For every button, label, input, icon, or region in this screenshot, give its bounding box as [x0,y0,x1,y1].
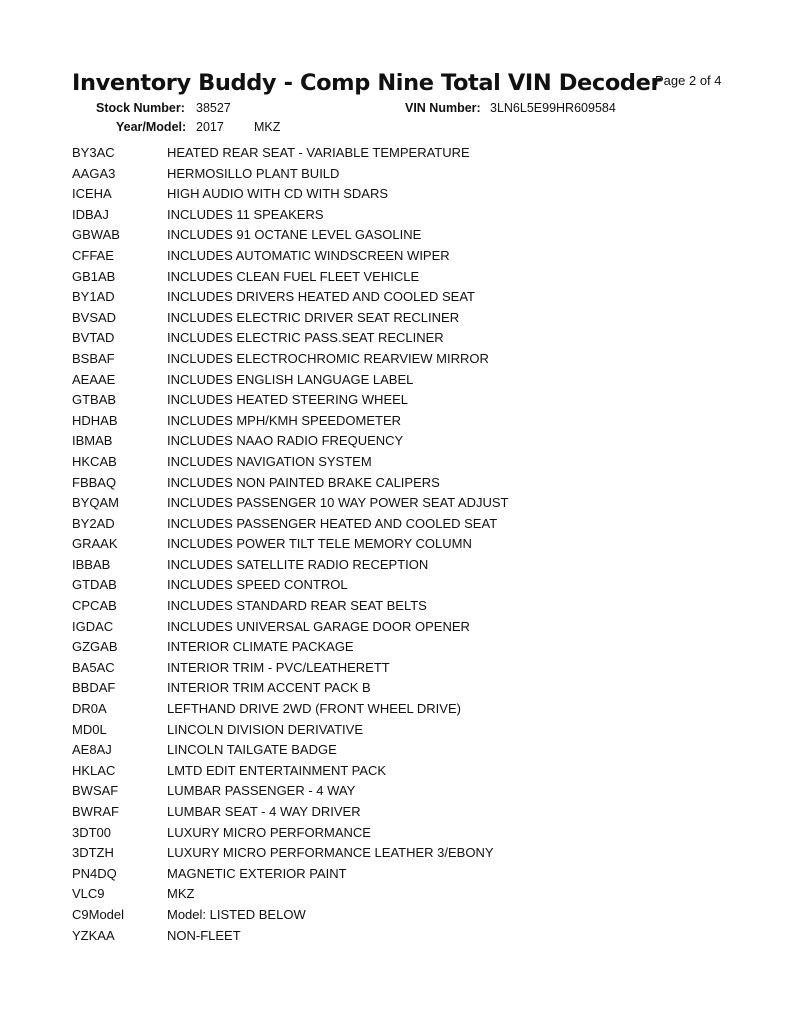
option-code: GZGAB [72,639,118,655]
option-description: INCLUDES NAAO RADIO FREQUENCY [167,433,404,449]
option-code: HKCAB [72,453,117,469]
option-code: HDHAB [72,412,118,428]
option-description: LUMBAR SEAT - 4 WAY DRIVER [167,804,361,819]
option-description: INCLUDES 11 SPEAKERS [167,206,324,222]
option-code: YZKAA [72,927,115,943]
option-description: INCLUDES NAVIGATION SYSTEM [167,453,372,469]
option-row [72,144,772,165]
option-row [72,432,772,453]
option-row [72,515,772,536]
option-description: LUXURY MICRO PERFORMANCE [167,824,371,840]
option-code: GBWAB [72,227,120,243]
option-description: INTERIOR TRIM ACCENT PACK B [167,680,371,696]
option-code: BSBAF [72,350,115,366]
option-description: INCLUDES CLEAN FUEL FLEET VEHICLE [167,268,420,284]
option-code: GTBAB [72,392,117,408]
option-description: LUXURY MICRO PERFORMANCE LEATHER 3/EBONY [167,845,494,861]
option-description: INCLUDES SPEED CONTROL [167,577,348,593]
option-row [72,556,772,577]
option-row [72,741,772,762]
option-description: INCLUDES STANDARD REAR SEAT BELTS [167,598,427,614]
option-row [72,782,772,803]
option-code: BYQAM [72,495,119,511]
option-code: PN4DQ [72,865,117,881]
option-code: 3DT00 [72,824,112,840]
option-description: LEFTHAND DRIVE 2WD (FRONT WHEEL DRIVE) [167,701,461,717]
option-code: IBBAB [72,556,111,572]
option-code: BBDAF [72,680,116,696]
option-code: C9Model [72,906,125,922]
option-description: LINCOLN DIVISION DERIVATIVE [167,721,364,737]
option-row [72,865,772,886]
option-row [72,350,772,371]
option-code: BWRAF [72,804,119,819]
option-description: INCLUDES AUTOMATIC WINDSCREEN WIPER [167,247,450,263]
vin-number-label: VIN Number: [405,101,481,115]
option-code: IBMAB [72,433,113,449]
option-description: Model: LISTED BELOW [167,906,306,922]
option-row [72,824,772,845]
option-code-list [72,144,772,947]
option-code: BVSAD [72,309,117,325]
option-code: CPCAB [72,598,117,614]
option-code: IDBAJ [72,206,109,222]
option-code: GRAAK [72,536,118,552]
option-description: MAGNETIC EXTERIOR PAINT [167,865,347,881]
option-row [72,927,772,948]
option-description: INCLUDES ELECTRIC PASS.SEAT RECLINER [167,330,444,346]
option-row [72,844,772,865]
option-code: IGDAC [72,618,114,634]
option-code: GB1AB [72,268,116,284]
option-row [72,638,772,659]
option-description: INTERIOR TRIM - PVC/LEATHERETT [167,659,390,675]
option-row [72,597,772,618]
option-description: NON-FLEET [167,927,241,943]
option-row [72,268,772,289]
option-row [72,700,772,721]
option-row [72,226,772,247]
option-code: 3DTZH [72,845,114,861]
option-code: HKLAC [72,762,116,778]
option-row [72,494,772,515]
option-code: BY1AD [72,289,115,305]
vin-number [405,101,616,115]
option-row [72,906,772,927]
option-description: INCLUDES ENGLISH LANGUAGE LABEL [167,371,414,387]
option-row [72,329,772,350]
option-row [72,453,772,474]
option-code: VLC9 [72,886,105,902]
stock-number-label: Stock Number: [96,101,185,115]
option-code: ICEHA [72,186,112,202]
vin-number-value: 3LN6L5E99HR609584 [490,101,616,115]
option-row [72,288,772,309]
option-row [72,371,772,392]
option-code: AEAAE [72,371,116,387]
option-code: BVTAD [72,330,115,346]
option-description: INCLUDES 91 OCTANE LEVEL GASOLINE [167,227,422,243]
option-code: GTDAB [72,577,117,593]
option-row [72,762,772,783]
option-description: INCLUDES ELECTROCHROMIC REARVIEW MIRROR [167,350,489,366]
option-code: DR0A [72,701,107,717]
option-row [72,474,772,495]
stock-number-value: 38527 [196,101,231,115]
option-description: INCLUDES PASSENGER 10 WAY POWER SEAT ADJUST [167,495,509,511]
option-row [72,412,772,433]
option-code: CFFAE [72,247,114,263]
option-description: HIGH AUDIO WITH CD WITH SDARS [167,186,388,202]
option-description: INTERIOR CLIMATE PACKAGE [167,639,354,655]
option-row [72,391,772,412]
option-row [72,165,772,186]
option-code: BWSAF [72,783,119,799]
year-model [116,120,281,134]
option-code: BY3AC [72,145,115,160]
option-code: AE8AJ [72,742,112,758]
option-code: BA5AC [72,659,115,675]
option-description: HERMOSILLO PLANT BUILD [167,165,340,181]
option-description: INCLUDES PASSENGER HEATED AND COOLED SEAT [167,515,498,531]
stock-number [96,101,231,115]
option-description: INCLUDES MPH/KMH SPEEDOMETER [167,412,402,428]
option-description: INCLUDES SATELLITE RADIO RECEPTION [167,556,429,572]
option-description: LINCOLN TAILGATE BADGE [167,742,337,758]
option-row [72,659,772,680]
year-value: 2017 [196,120,224,134]
option-description: HEATED REAR SEAT - VARIABLE TEMPERATURE [167,145,470,160]
option-description: INCLUDES POWER TILT TELE MEMORY COLUMN [167,536,472,552]
year-model-label: Year/Model: [116,120,187,134]
option-row [72,576,772,597]
option-description: LUMBAR PASSENGER - 4 WAY [167,783,356,799]
option-row [72,206,772,227]
option-description: LMTD EDIT ENTERTAINMENT PACK [167,762,387,778]
option-code: MD0L [72,721,107,737]
option-row [72,618,772,639]
option-code: AAGA3 [72,165,116,181]
page-number: Page 2 of 4 [655,73,722,88]
option-row [72,679,772,700]
option-description: MKZ [167,886,195,902]
option-row [72,185,772,206]
document-title: Inventory Buddy - Comp Nine Total VIN Decoder [72,70,662,96]
option-code: FBBAQ [72,474,117,490]
option-row [72,247,772,268]
option-description: INCLUDES UNIVERSAL GARAGE DOOR OPENER [167,618,470,634]
option-row [72,885,772,906]
option-description: INCLUDES NON PAINTED BRAKE CALIPERS [167,474,440,490]
option-row [72,721,772,742]
option-code: BY2AD [72,515,115,531]
option-row [72,309,772,330]
option-description: INCLUDES HEATED STEERING WHEEL [167,392,409,408]
option-description: INCLUDES DRIVERS HEATED AND COOLED SEAT [167,289,475,305]
option-description: INCLUDES ELECTRIC DRIVER SEAT RECLINER [167,309,460,325]
model-value: MKZ [254,120,281,134]
option-row [72,535,772,556]
option-row [72,803,772,824]
